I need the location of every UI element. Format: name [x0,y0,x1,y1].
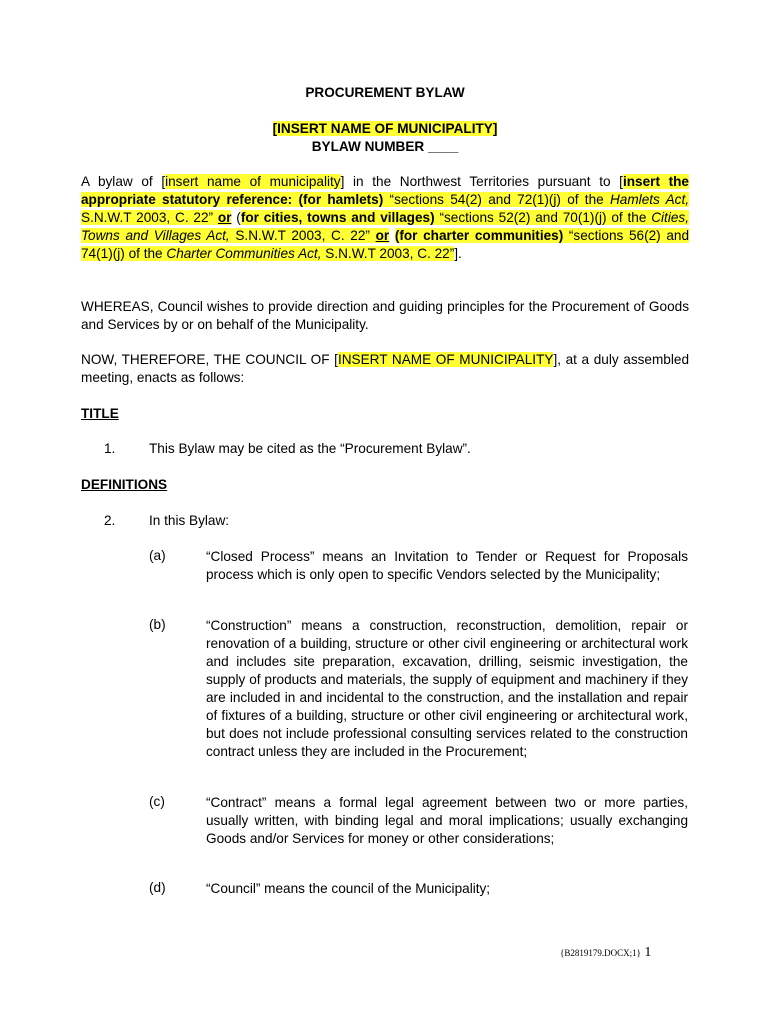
item-text: This Bylaw may be cited as the “Procurement Bylaw”. [149,441,471,456]
item-number: 1. [104,441,116,456]
definition-label: (a) [149,548,166,563]
item-number: 2. [104,513,116,528]
section-heading-definitions: DEFINITIONS [81,477,168,492]
definition-label: (c) [149,794,165,809]
document-reference: {B2819179.DOCX;1} [560,948,641,958]
definition-text: “Closed Process” means an Invitation to Tender or Request for Proposals process which is only open to specific Vendors selected by the Municipality; [206,549,688,582]
definition-text: “Construction” means a construction, reconstruction, demolition, repair or renovation of a building, structure or other civil engineering or architectural work and includes site preparation, excavation, drilling, seismic investigation, the supply of products and materials, the supply of equipment and machinery if they are included in and incidental to the construction, and the installation and repair of fixtures of a building, structure or other civil engineering or architectural work, but does not include professional consulting services related to the construction contract unless they are included in the Procurement; [206,618,688,759]
whereas-paragraph: WHEREAS, Council wishes to provide direction and guiding principles for the Procurement of Goods and Services by or on behalf of the Municipality. [81,299,689,332]
bylaw-number: BYLAW NUMBER ____ [311,139,459,154]
definition-label: (b) [149,617,166,632]
section-heading-title: TITLE [81,406,119,421]
page-number: 1 [644,945,652,960]
document-title: PROCUREMENT BYLAW [305,85,465,100]
definition-text: “Contract” means a formal legal agreement between two or more parties, usually written, with binding legal and moral implications; usually exchanging Goods and/or Services for money or other considerations; [206,795,688,846]
page-footer [560,944,651,961]
preamble-paragraph: A bylaw of [insert name of municipality] in the Northwest Territories pursuant to [insert the appropriate statutory reference: (for hamlets) “sections 54(2) and 72(1)(j) of the Hamlets Act, S.N.W.T 2003, C. 22” or (for cities, towns and villages) “sections 52(2) and 70(1)(j) of the Cities, Towns and Villages Act, S.N.W.T 2003, C. 22” or (for charter communities) “sections 56(2) and 74(1)(j) of the Charter Communities Act, S.N.W.T 2003, C. 22”]. [81,174,690,261]
enacting-paragraph: NOW, THEREFORE, THE COUNCIL OF [INSERT NAME OF MUNICIPALITY], at a duly assembled meeting, enacts as follows: [81,352,690,385]
definition-label: (d) [149,880,166,895]
definition-text: “Council” means the council of the Municipality; [206,881,491,896]
municipality-name-placeholder: [INSERT NAME OF MUNICIPALITY] [272,121,498,136]
item-text: In this Bylaw: [149,513,230,528]
